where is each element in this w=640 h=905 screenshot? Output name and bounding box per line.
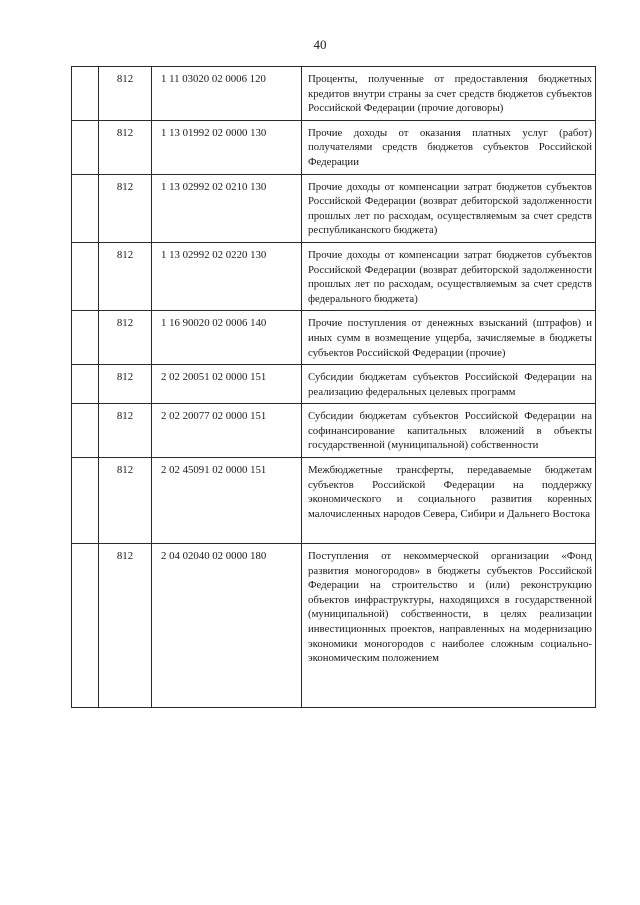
revenue-code: 1 13 01992 02 0000 130 <box>152 120 302 174</box>
blank-cell <box>72 174 99 242</box>
revenue-code: 2 02 45091 02 0000 151 <box>152 458 302 544</box>
revenue-name: Субсидии бюджетам субъектов Российской Федерации на софинансирование капитальных вложений в объекты государственной (муниципальной) собственности <box>302 404 596 458</box>
blank-cell <box>72 458 99 544</box>
table-row <box>72 311 596 365</box>
blank-cell <box>72 242 99 310</box>
blank-cell <box>72 365 99 404</box>
table-row <box>72 404 596 458</box>
revenue-name: Прочие доходы от компенсации затрат бюджетов субъектов Российской Федерации (возврат дебиторской задолженности прошлых лет по расходам, осуществляемым за счет средств республиканского бюджета) <box>302 174 596 242</box>
table-row <box>72 242 596 310</box>
table-row <box>72 544 596 708</box>
administrator-code: 812 <box>99 120 152 174</box>
administrator-code: 812 <box>99 365 152 404</box>
table-row <box>72 458 596 544</box>
revenue-code: 1 11 03020 02 0006 120 <box>152 67 302 121</box>
revenue-name: Межбюджетные трансферты, передаваемые бюджетам субъектов Российской Федерации на поддержку экономического и социального развития коренных малочисленных народов Севера, Сибири и Дальнего Востока <box>302 458 596 544</box>
blank-cell <box>72 120 99 174</box>
table-row <box>72 67 596 121</box>
blank-cell <box>72 67 99 121</box>
table-row <box>72 365 596 404</box>
administrator-code: 812 <box>99 174 152 242</box>
table-row <box>72 174 596 242</box>
revenue-name: Прочие доходы от компенсации затрат бюджетов субъектов Российской Федерации (возврат дебиторской задолженности прошлых лет по расходам, осуществляемым за счет средств федерального бюджета) <box>302 242 596 310</box>
revenue-code: 1 16 90020 02 0006 140 <box>152 311 302 365</box>
revenue-name: Поступления от некоммерческой организации «Фонд развития моногородов» в бюджеты субъектов Российской Федерации на строительство и (или) реконструкцию объектов инфраструктуры, находящихся в государственной (муниципальной) собственности, в целях реализации инвестиционных проектов, направленных на модернизацию экономики моногородов с наиболее сложным социально-экономическим положением <box>302 544 596 708</box>
revenue-code: 1 13 02992 02 0220 130 <box>152 242 302 310</box>
revenue-code: 2 02 20077 02 0000 151 <box>152 404 302 458</box>
revenue-codes-table <box>71 66 596 708</box>
revenue-name: Проценты, полученные от предоставления бюджетных кредитов внутри страны за счет средств бюджетов субъектов Российской Федерации (прочие договоры) <box>302 67 596 121</box>
revenue-name: Субсидии бюджетам субъектов Российской Федерации на реализацию федеральных целевых программ <box>302 365 596 404</box>
administrator-code: 812 <box>99 67 152 121</box>
revenue-name: Прочие доходы от оказания платных услуг (работ) получателями средств бюджетов субъектов Российской Федерации <box>302 120 596 174</box>
administrator-code: 812 <box>99 311 152 365</box>
page-number: 40 <box>313 37 327 52</box>
blank-cell <box>72 544 99 708</box>
revenue-code: 2 02 20051 02 0000 151 <box>152 365 302 404</box>
administrator-code: 812 <box>99 458 152 544</box>
administrator-code: 812 <box>99 242 152 310</box>
administrator-code: 812 <box>99 544 152 708</box>
revenue-code: 2 04 02040 02 0000 180 <box>152 544 302 708</box>
table-row <box>72 120 596 174</box>
revenue-name: Прочие поступления от денежных взысканий (штрафов) и иных сумм в возмещение ущерба, зачисляемые в бюджеты субъектов Российской Федерации (прочие) <box>302 311 596 365</box>
administrator-code: 812 <box>99 404 152 458</box>
blank-cell <box>72 311 99 365</box>
revenue-code: 1 13 02992 02 0210 130 <box>152 174 302 242</box>
blank-cell <box>72 404 99 458</box>
